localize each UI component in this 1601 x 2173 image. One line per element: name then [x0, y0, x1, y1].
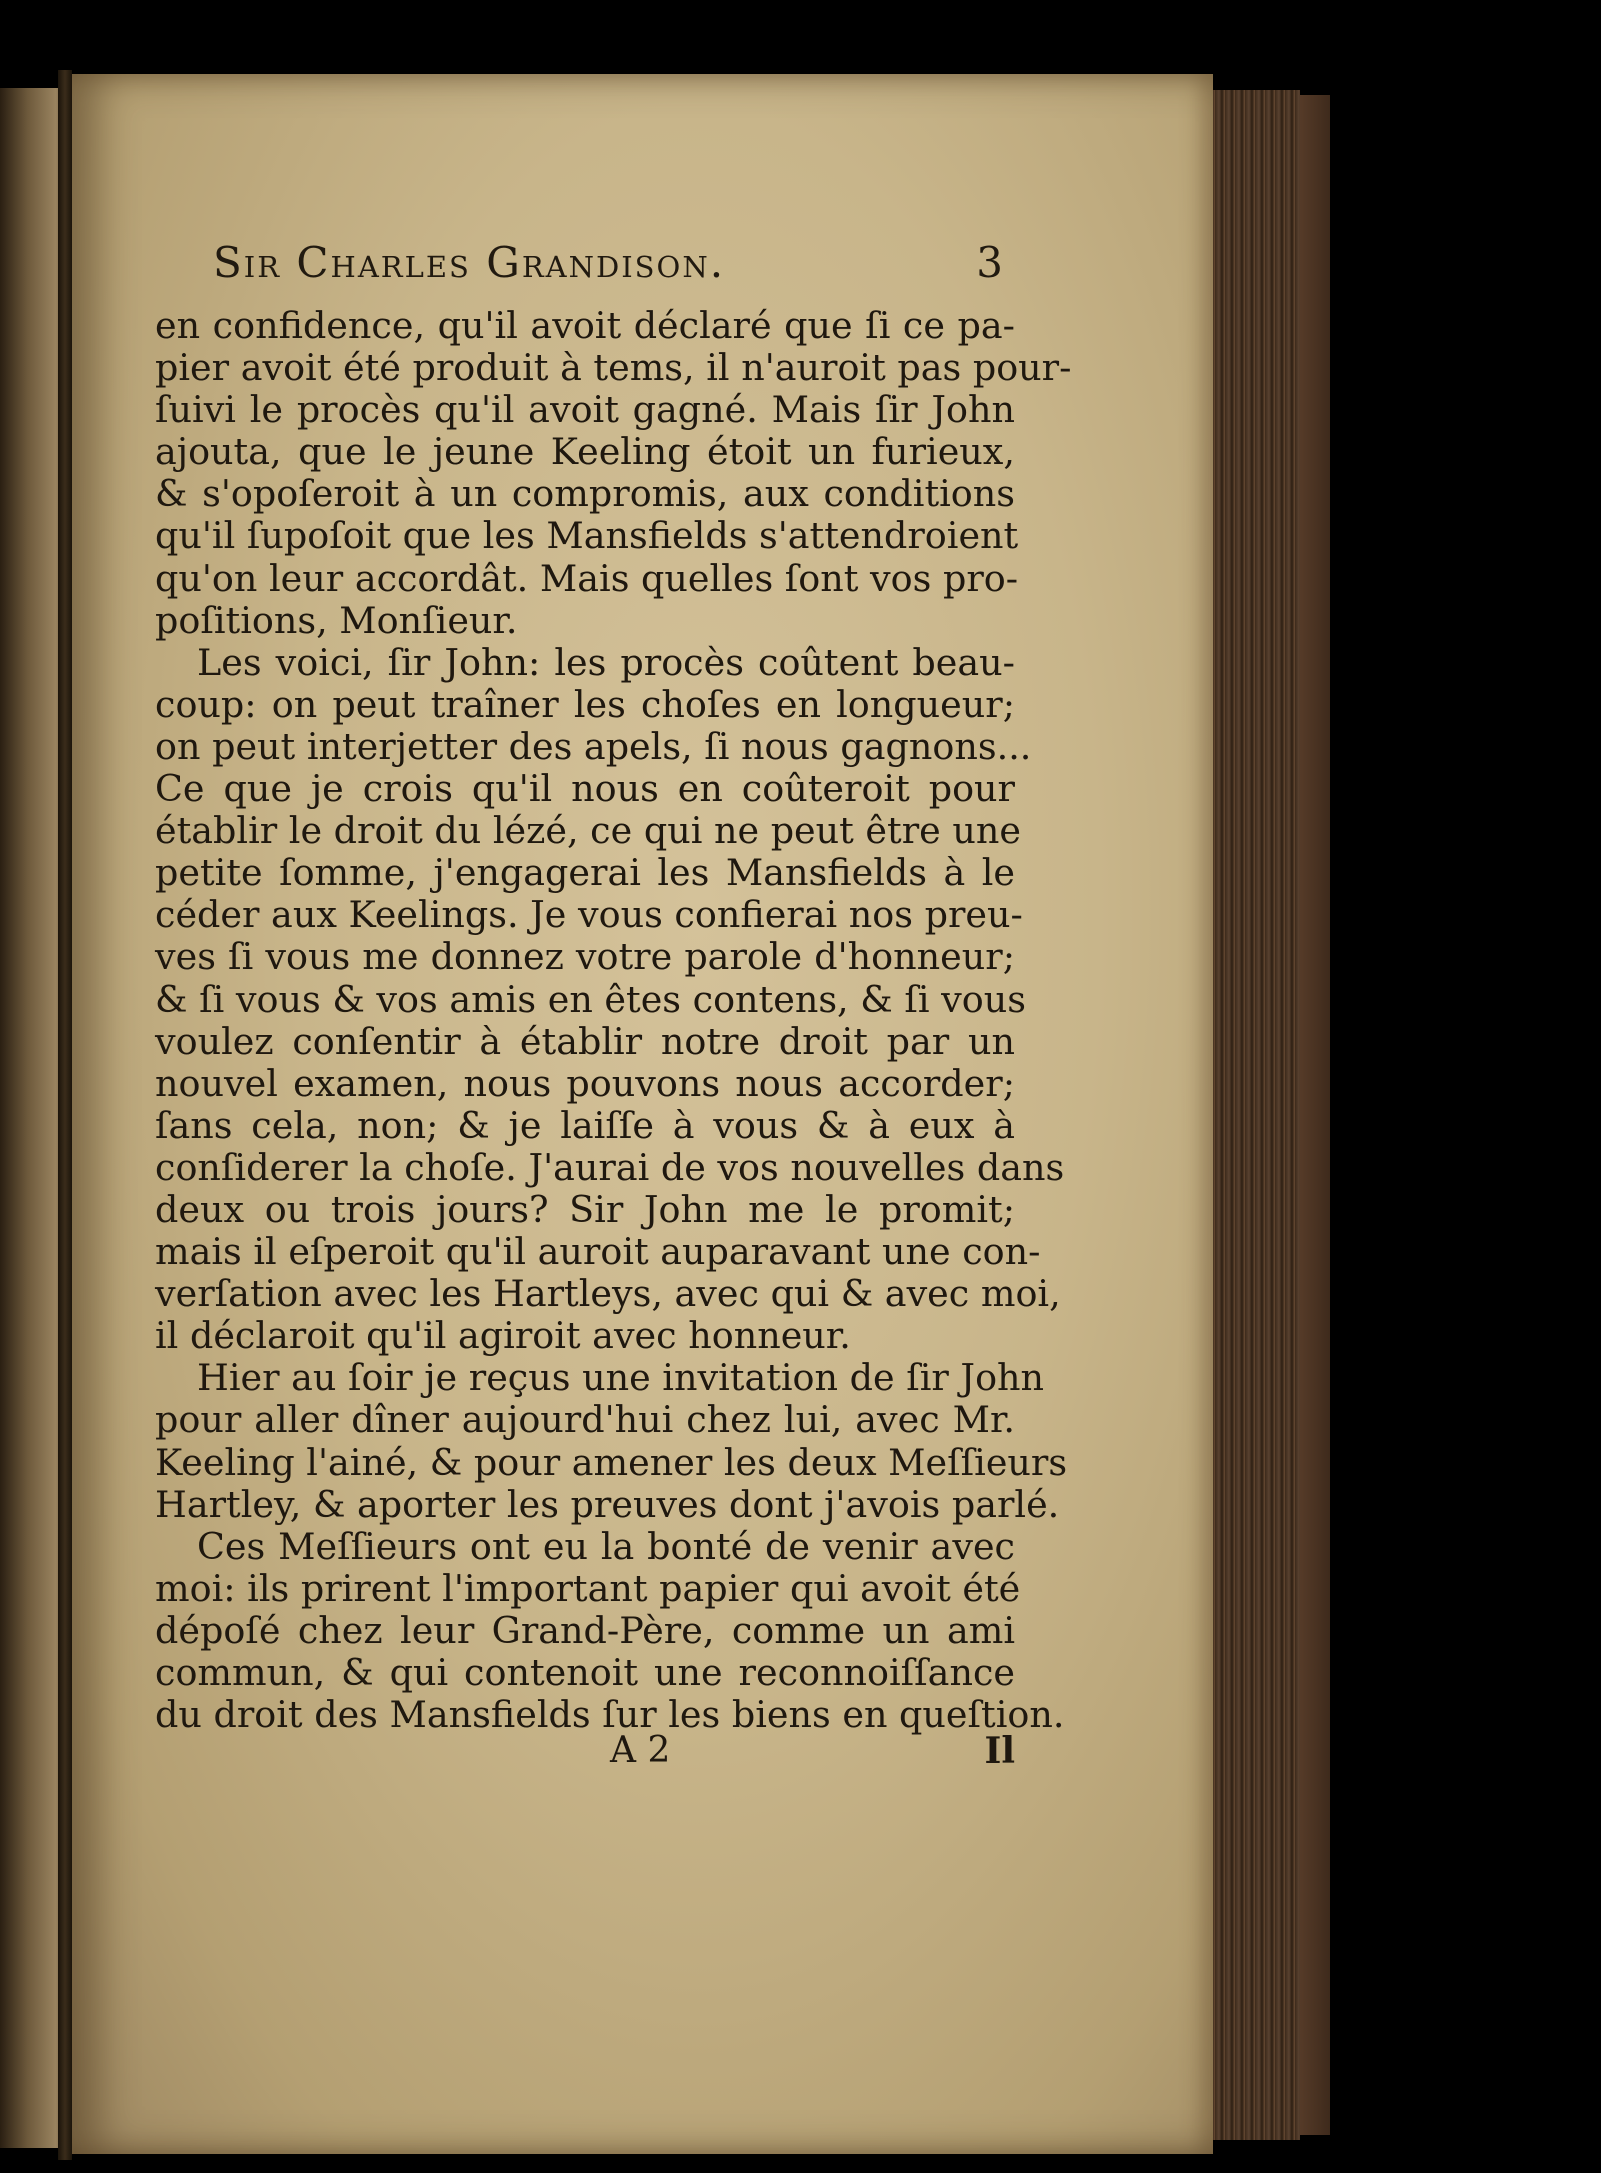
- text-line: il déclaroit qu'il agiroit avec honneur.: [155, 1314, 851, 1358]
- text-line: on peut interjetter des apels, ſi nous gagnons...: [155, 724, 1032, 768]
- page-header: [213, 238, 1003, 298]
- text-line: Ces Meſſieurs ont eu la bonté de venir avec: [197, 1524, 1015, 1568]
- book-gutter: [58, 70, 72, 2160]
- text-line: Keeling l'ainé, & pour amener les deux Meſſieurs: [155, 1440, 1068, 1484]
- text-line: coup: on peut traîner les choſes en longueur;: [155, 682, 1015, 726]
- text-line: dépoſé chez leur Grand-Père, comme un ami: [155, 1608, 1015, 1652]
- text-line: Ce que je crois qu'il nous en coûteroit pour: [155, 767, 1015, 811]
- text-line: Les voici, ſir John: les procès coûtent beau-: [197, 640, 1015, 684]
- text-line: moi: ils prirent l'important papier qui avoit été: [155, 1566, 1021, 1610]
- text-line: en confidence, qu'il avoit déclaré que ſi ce pa-: [155, 304, 1015, 347]
- text-line: ajouta, que le jeune Keeling étoit un furieux,: [155, 430, 1015, 474]
- text-line: poſitions, Monſieur.: [155, 598, 518, 642]
- text-line: qu'on leur accordât. Mais quelles ſont vos pro-: [155, 556, 1019, 600]
- running-title: Sir Charles Grandison.: [213, 238, 726, 287]
- signature-mark: A 2: [610, 1730, 671, 1771]
- text-line: qu'il ſupoſoit que les Mansfields s'attendroient: [155, 514, 1019, 558]
- text-line: pour aller dîner aujourd'hui chez lui, avec Mr.: [155, 1398, 1015, 1442]
- text-line: mais il eſperoit qu'il auroit auparavant une con-: [155, 1230, 1041, 1274]
- text-line: conſiderer la choſe. J'aurai de vos nouvelles dans: [155, 1145, 1065, 1189]
- text-line: ves ſi vous me donnez votre parole d'honneur;: [155, 935, 1015, 979]
- text-line: verſation avec les Hartleys, avec qui & avec moi,: [155, 1272, 1061, 1316]
- text-line: du droit des Mansfields ſur les biens en queſtion.: [155, 1693, 1065, 1737]
- text-line: nouvel examen, nous pouvons nous accorder;: [155, 1061, 1015, 1105]
- text-line: ſans cela, non; & je laiſſe à vous & à eux à: [155, 1103, 1015, 1147]
- text-line: voulez conſentir à établir notre droit par un: [155, 1019, 1015, 1063]
- text-line: & ſi vous & vos amis en êtes contens, & ſi vous: [155, 977, 1026, 1021]
- page-footer: [155, 1730, 1015, 1780]
- text-line: établir le droit du lézé, ce qui ne peut être une: [155, 809, 1021, 853]
- text-line: commun, & qui contenoit une reconnoiſſance: [155, 1651, 1015, 1694]
- body-text: [155, 304, 1072, 1737]
- text-line: & s'opoſeroit à un compromis, aux conditions: [155, 472, 1015, 516]
- text-line: deux ou trois jours? Sir John me le promit;: [155, 1187, 1015, 1231]
- page-stack-edge: [1205, 90, 1300, 2140]
- text-line: petite ſomme, j'engagerai les Mansfields à le: [155, 851, 1015, 895]
- page-number: 3: [976, 238, 1003, 287]
- catchword: Il: [984, 1730, 1015, 1772]
- text-line: ſuivi le procès qu'il avoit gagné. Mais ſir John: [155, 388, 1015, 432]
- text-line: Hartley, & aporter les preuves dont j'avois parlé.: [155, 1482, 1060, 1526]
- text-line: Hier au ſoir je reçus une invitation de ſir John: [197, 1356, 1045, 1400]
- text-line: pier avoit été produit à tems, il n'auroit pas pour-: [155, 346, 1072, 390]
- text-line: céder aux Keelings. Je vous confierai nos preu-: [155, 893, 1023, 937]
